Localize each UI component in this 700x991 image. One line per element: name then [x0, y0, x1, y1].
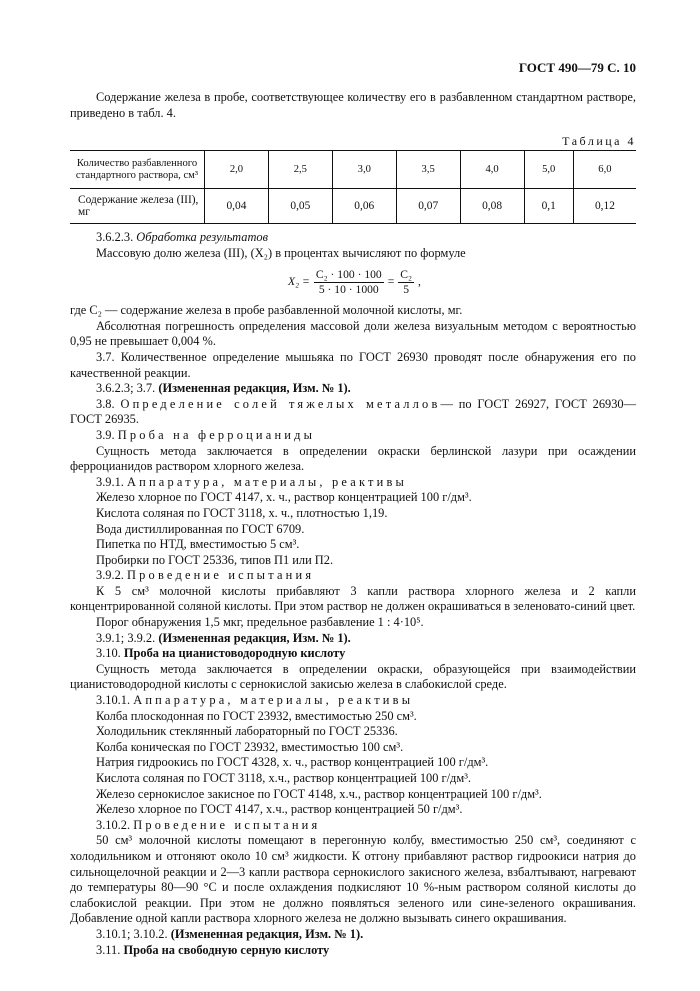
section-title: Проведение испытания [127, 568, 315, 583]
table-cell: 0,06 [332, 189, 396, 224]
section-3-7: 3.7. Количественное определение мышьяка по ГОСТ 26930 проводят после обнаружения его по качественной реакции. [70, 349, 636, 380]
table-intro-paragraph: Содержание железа в пробе, соответствующее количеству его в разбавленном стандартном растворе, приведено в табл. 4. [70, 90, 636, 120]
formula-fraction-1 [314, 268, 384, 297]
section-3-10-1-heading [70, 693, 636, 709]
section-number: 3.10.2. [96, 817, 131, 832]
section-3-8 [70, 397, 636, 428]
table-cell: 2,0 [205, 151, 269, 189]
revision-note [70, 631, 636, 647]
section-title: Определение солей тяжелых металлов [120, 396, 441, 411]
revision-prefix: 3.6.2.3; 3.7. [96, 381, 156, 396]
list-item: Натрия гидроокись по ГОСТ 4328, х. ч., раствор концентрацией 100 г/дм³. [96, 755, 489, 770]
section-3-9-2-text: К 5 см³ молочной кислоты прибавляют 3 капли раствора хлорного железа и 2 капли концентрированной соляной кислоты. При этом раствор не должен окрашиваться в зеленовато-синий цвет. [70, 583, 636, 614]
table-cell: 3,5 [396, 151, 460, 189]
table-row [70, 189, 636, 224]
table-cell: 6,0 [573, 151, 636, 189]
section-3-10-2-heading [70, 818, 636, 834]
section-title: Проведение испытания [133, 817, 321, 832]
section-number: 3.9.1. [96, 474, 124, 489]
formula-denominator: 5 [403, 282, 410, 296]
list-item: Пробирки по ГОСТ 25336, типов П1 или П2. [96, 552, 334, 567]
section-title: Проба на свободную серную кислоту [123, 942, 330, 957]
revision-note [70, 927, 636, 943]
section-text: — по ГОСТ 26927, ГОСТ 26930—ГОСТ 26935. [70, 396, 636, 427]
detection-limit: Порог обнаружения 1,5 мкг, предельное разбавление 1 : 4·10⁵. [96, 615, 424, 630]
page-header: ГОСТ 490—79 С. 10 [518, 60, 636, 75]
section-number: 3.8. [96, 396, 115, 411]
list-item: Холодильник стеклянный лабораторный по ГОСТ 25336. [96, 724, 398, 739]
table-cell: 4,0 [460, 151, 524, 189]
list-item: Пипетка по НТД, вместимостью 5 см³. [96, 537, 300, 552]
section-number: 3.9. [96, 427, 115, 442]
table-cell: 3,0 [332, 151, 396, 189]
revision-text: (Измененная редакция, Изм. № 1). [158, 381, 351, 396]
table-cell: 0,12 [573, 189, 636, 224]
formula-numerator: C₂ [400, 267, 413, 281]
revision-prefix: 3.10.1; 3.10.2. [96, 926, 168, 941]
formula-lhs: X₂ = [288, 275, 310, 289]
section-number: 3.10.1. [96, 693, 131, 708]
revision-prefix: 3.9.1; 3.9.2. [96, 630, 156, 645]
row-label-volume: Количество разбавленного стандартного раствора, см³ [70, 151, 205, 189]
section-title: Аппаратура, материалы, реактивы [133, 693, 414, 708]
table-caption: Таблица 4 [562, 134, 636, 148]
table-cell: 0,08 [460, 189, 524, 224]
list-item: Колба коническая по ГОСТ 23932, вместимостью 100 см³. [96, 739, 404, 754]
revision-note [70, 381, 636, 397]
formula-tail: , [418, 275, 421, 289]
formula [288, 265, 636, 299]
section-number: 3.11. [96, 942, 121, 957]
section-title: Проба на ферроцианиды [117, 427, 316, 442]
table-cell: 0,05 [268, 189, 332, 224]
section-title: Проба на цианистоводородную кислоту [123, 646, 346, 661]
list-item: Железо хлорное по ГОСТ 4147, х.ч., раствор концентрацией 50 г/дм³. [96, 802, 463, 817]
section-3-11-heading [70, 943, 636, 959]
list-item: Колба плоскодонная по ГОСТ 23932, вместимостью 250 см³. [96, 708, 417, 723]
section-3-6-2-3-heading [70, 230, 636, 246]
section-3-10-2-text: 50 см³ молочной кислоты помещают в перегонную колбу, вместимостью 250 см³, соединяют с холодильником и отгоняют около 10 см³ жидкости. К отгону прибавляют раствор гидроокиси натрия до сильнощелочной реакции и 2—3 капли раствора сернокислого закисного железа, взбалтывают, нагревают до температуры 80—90 °С и после охлаждения подкисляют 10 %-ным раствором соляной кислоты до слабокислой реакции. При этом не должно появляться зеленого или сине-зеленого окрашивания. Добавление одной капли раствора хлорного железа не должно вызывать синего окрашивания. [70, 833, 636, 926]
table-cell: 0,1 [524, 189, 573, 224]
list-item: Железо сернокислое закисное по ГОСТ 4148, х.ч., раствор концентрацией 100 г/дм³. [96, 786, 542, 801]
formula-equals: = [387, 275, 395, 289]
document-body [70, 230, 636, 958]
list-item: Кислота соляная по ГОСТ 3118, х.ч., раствор концентрацией 100 г/дм³. [96, 771, 472, 785]
section-3-9-text: Сущность метода заключается в определении окраски берлинской лазури при осаждении ферроцианидов раствором хлорного железа. [70, 443, 636, 474]
section-3-9-heading [70, 428, 636, 444]
list-item: Кислота соляная по ГОСТ 3118, х. ч., плотностью 1,19. [96, 505, 388, 520]
table-cell: 2,5 [268, 151, 332, 189]
table-cell: 5,0 [524, 151, 573, 189]
formula-fraction-2 [398, 268, 414, 297]
formula-where: где C₂ — содержание железа в пробе разбавленной молочной кислоты, мг. [70, 303, 463, 318]
revision-text: (Измененная редакция, Изм. № 1). [158, 630, 351, 645]
section-title: Обработка результатов [136, 230, 268, 244]
row-label-iron: Содержание железа (III), мг [70, 189, 205, 224]
section-title: Аппаратура, материалы, реактивы [127, 474, 408, 489]
section-3-9-2-heading [70, 568, 636, 584]
list-item: Вода дистиллированная по ГОСТ 6709. [96, 521, 305, 536]
section-3-10-text: Сущность метода заключается в определении окраски, образующейся при взаимодействии цианистоводородной кислоты с сернокислой закисью железа в слабокислой среде. [70, 661, 636, 692]
table-row [70, 151, 636, 189]
section-number: 3.10. [96, 646, 121, 661]
absolute-error-paragraph: Абсолютная погрешность определения массовой доли железа визуальным методом с вероятностью 0,95 не превышает 0,004 %. [70, 318, 636, 349]
revision-text: (Измененная редакция, Изм. № 1). [170, 926, 364, 941]
table-4 [70, 150, 636, 224]
table-cell: 0,04 [205, 189, 269, 224]
section-number: 3.9.2. [96, 568, 124, 583]
formula-intro: Массовую долю железа (III), (X₂) в процентах вычисляют по формуле [96, 245, 466, 260]
formula-denominator: 5 · 10 · 1000 [318, 282, 379, 296]
formula-numerator: C₂ · 100 · 100 [315, 267, 382, 281]
table-cell: 0,07 [396, 189, 460, 224]
section-3-10-heading [70, 646, 636, 662]
section-3-9-1-heading [70, 475, 636, 491]
section-number: 3.6.2.3. [96, 230, 134, 244]
list-item: Железо хлорное по ГОСТ 4147, х. ч., раствор концентрацией 100 г/дм³. [96, 490, 472, 505]
